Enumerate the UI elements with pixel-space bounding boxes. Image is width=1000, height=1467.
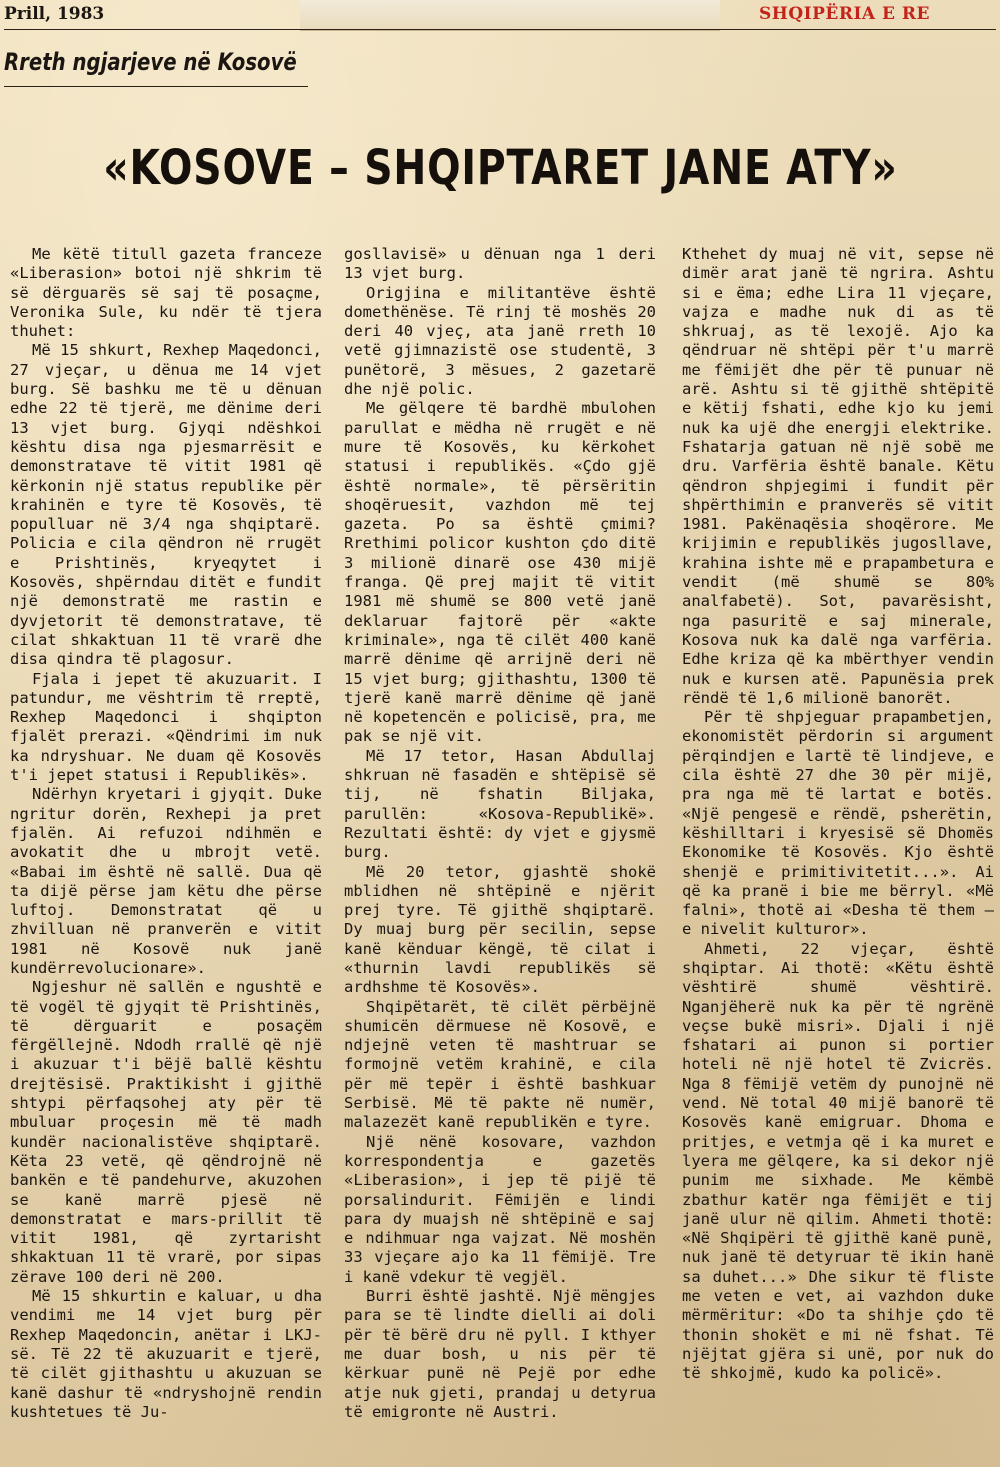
paragraph: Burri është jashtë. Një mëngjes para se të lindte dielli ai doli për të bërë dru në pyll. I kthyer me duar bosh, u nis për të kërkuar punë në Pejë por edhe atje nuk gjeti, prandaj u detyrua të emigronte në Austri. — [344, 1287, 656, 1421]
section-kicker: Rreth ngjarjeve në Kosovë — [4, 48, 297, 76]
article-column-2 — [344, 245, 656, 1422]
paragraph: Më 15 shkurt, Rexhep Maqedonci, 27 vjeçar, u dënua me 14 vjet burg. Së bashku me të u dënuan edhe 22 të tjerë, me dënime deri 13 vjet burg. Gjyqi ndëshkoi kështu disa nga pjesmarrësit e demonstratave të vitit 1981 që kërkonin një status republike për krahinën e tyre të Kosovës, të populluar në 3/4 nga shqiptarë. Policia e cila qëndron në rrugët e Prishtinës, kryeqytet i Kosovës, shpërndau ditët e fundit një demonstratë me rastin e dyvjetorit të demonstratave, të cilat shkaktuan 11 të vrarë dhe disa qindra të plagosur. — [10, 341, 322, 669]
kicker-rule — [4, 86, 308, 87]
paragraph: Më 20 tetor, gjashtë shokë mblidhen në shtëpinë e njërit prej tyre. Të gjithë shqiptarë. Dy muaj burg për secilin, sepse kanë kënduar këngë, të cilat i «thurnin lavdi republikës së ardhshme të Kosovës». — [344, 862, 656, 997]
article-column-3 — [682, 245, 994, 1384]
paragraph: Më 17 tetor, Hasan Abdullaj shkruan në fasadën e shtëpisë së tij, në fshatin Biljaka, parullën: «Kosova-Republikë». Rezultati është: dy vjet e gjysmë burg. — [344, 746, 656, 862]
headline-text: «KOSOVE – SHQIPTARET JANE ATY» — [102, 140, 898, 196]
paragraph: Kthehet dy muaj në vit, sepse në dimër arat janë të ngrira. Ashtu si e ëma; edhe Lira 11 vjeçare, vajza e madhe nuk di as të shkruaj, as të lexojë. Ajo ka qëndruar në shtëpi për t'u marrë me fëmijët dhe për të punuar në arë. Ashtu si të gjithë shtëpitë e këtij fshati, edhe kjo ku jemi nuk ka ujë dhe energji elektrike. Fshatarja gatuan në një sobë me dru. Varfëria është banale. Këtu qëndron shpjegimi i fundit për shpërthimin e pranverës së vitit 1981. Pakënaqësia shoqërore. Me krijimin e republikës jugosllave, krahina ishte më e prapambetura e vendit (më shumë se 80% analfabetë). Sot, pavarësisht, nga pasuritë e saj minerale, Kosova nuk ka dalë nga varfëria. Edhe kriza që ka mbërthyer vendin nuk e kursen atë. Papunësia prek rëndë të 1,6 milionë banorët. — [682, 245, 994, 707]
paragraph: Origjina e militantëve është domethënëse. Të rinj të moshës 20 deri 40 vjeç, ata janë rreth 10 vetë gjimnazistë ose studentë, 3 punëtorë, 3 mësues, 2 gazetarë dhe një polic. — [344, 283, 656, 399]
paragraph: Ngjeshur në sallën e ngushtë e të vogël të gjyqit të Prishtinës, të dërguarit e posaçëm fërgëllejnë. Ndodh rrallë që një i akuzuar t'i bëjë ballë kështu drejtësisë. Praktikisht i gjithë shtypi përfaqsohej aty për të mbuluar proçesin më të madh kundër nacionalistëve shqiptarë. Këta 23 vetë, që qëndrojnë në bankën e të pandehurve, akuzohen se kanë marrë pjesë në demonstratat e mars-prillit të vitit 1981, që zyrtarisht shkaktuan 11 të vrarë, por sipas zërave 100 deri në 200. — [10, 978, 322, 1286]
paragraph: gosllavisë» u dënuan nga 1 deri 13 vjet burg. — [344, 245, 656, 283]
paragraph: Ndërhyn kryetari i gjyqit. Duke ngritur dorën, Rexhepi ja pret fjalën. Ai refuzoi ndihmën e avokatit dhe u mbrojt vetë. «Babai im është në sallë. Dua që ta dijë përse jam këtu dhe përse luftoj. Demonstratat që u zhvilluan në pranverën e vitit 1981 në Kosovë nuk janë kundërrevolucionare». — [10, 785, 322, 977]
article-column-1 — [10, 245, 322, 1422]
paragraph: Me gëlqere të bardhë mbulohen parullat e mëdha në rrugët e në mure të Kosovës, ku kërkohet statusi i republikës. «Çdo gjë është normale», të përsëritin shoqëruesit, vazhdon më tej gazeta. Po sa është çmimi? Rrethimi policor kushton çdo ditë 3 milionë dinarë ose 430 mijë franga. Që prej majit të vitit 1981 më shumë se 800 vetë janë deklaruar fajtorë për «akte kriminale», nga të cilët 400 kanë marrë dënime që arrijnë deri në 15 vjet burg; gjithashtu, 1300 të tjerë kanë marrë dënime që janë në kopetencën e policisë, pra, me pak se një vit. — [344, 399, 656, 746]
paragraph: Me këtë titull gazeta franceze «Liberasion» botoi një shkrim të së dërguarës së saj të posaçme, Veronika Sule, ku ndër të tjera thuhet: — [10, 245, 322, 341]
paragraph: Një nënë kosovare, vazhdon korrespondentja e gazetës «Liberasion», i jep të pijë të porsalindurit. Fëmijën e lindi para dy muajsh në shtëpinë e saj e ndihmuar nga vajzat. Në moshën 33 vjeçare ajo ka 11 fëmijë. Tre i kanë vdekur të vegjël. — [344, 1132, 656, 1286]
paragraph: Për të shpjeguar prapambetjen, ekonomistët përdorin si argument përqindjen e lartë të lindjeve, e cila është 27 dhe 30 për mijë, pra nga më të lartat e botës. «Një pengesë e rëndë, psherëtin, këshilltari i kryesisë së Dhomës Ekonomike të Kosovës. Kjo është shenjë e primitivitetit...». Ai që ka pranë i bie me bërryl. «Më falni», thotë ai «Desha të them — e nivelit kulturor». — [682, 708, 994, 939]
paragraph: Fjala i jepet të akuzuarit. I patundur, me vështrim të rreptë, Rexhep Maqedonci i shqipton fjalët prerazi. «Qëndrimi im nuk ka ndryshuar. Ne duam që Kosovës t'i jepet statusi i Republikës». — [10, 669, 322, 785]
paragraph: Më 15 shkurtin e kaluar, u dha vendimi me 14 vjet burg për Rexhep Maqedoncin, anëtar i LKJ-së. Të 22 të akuzuarit e tjerë, të cilët gjithashtu u akuzuan se kanë dashur të «ndryshojnë rendin kushtetues të Ju- — [10, 1287, 322, 1421]
paragraph: Ahmeti, 22 vjeçar, është shqiptar. Ai thotë: «Këtu është vështirë shumë vështirë. Nganjëherë nuk ka për të ngrënë veçse bukë misri». Djali i një fshatari ai punon si portier hoteli në një hotel të Zvicrës. Nga 8 fëmijë vetëm dy punojnë në vend. Në total 40 mijë banorë të Kosovës kanë emigruar. Dhoma e pritjes, e vetmja që i ka muret e lyera me gëlqere, ka si dekor një punim me sixhade. Me këmbë zbathur katër nga fëmijët e tij janë ulur në qilim. Ahmeti thotë: «Në Shqipëri të gjithë kanë punë, nuk janë të detyruar të ikin hanë sa duhet...» Dhe sikur të fliste me veten e vet, ai vazhdon duke mërmëritur: «Do ta shihje çdo të thonin shokët e mi në fshat. Të njëjtat gjëra si unë, por nuk do të shkojmë, kudo ka policë». — [682, 939, 994, 1383]
article-headline — [0, 140, 1000, 196]
paragraph: Shqipëtarët, të cilët përbëjnë shumicën dërmuese në Kosovë, e ndjejnë veten të mashtruar se formojnë vetëm krahinë, e cila për më tepër i është bashkuar Serbisë. Më të pakte në numër, malazezët kanë republikën e tyre. — [344, 997, 656, 1132]
issue-date: Prill, 1983 — [4, 4, 105, 24]
torn-edge — [300, 0, 720, 31]
publication-name: SHQIPËRIA E RE — [759, 4, 930, 24]
top-rule — [4, 29, 996, 30]
